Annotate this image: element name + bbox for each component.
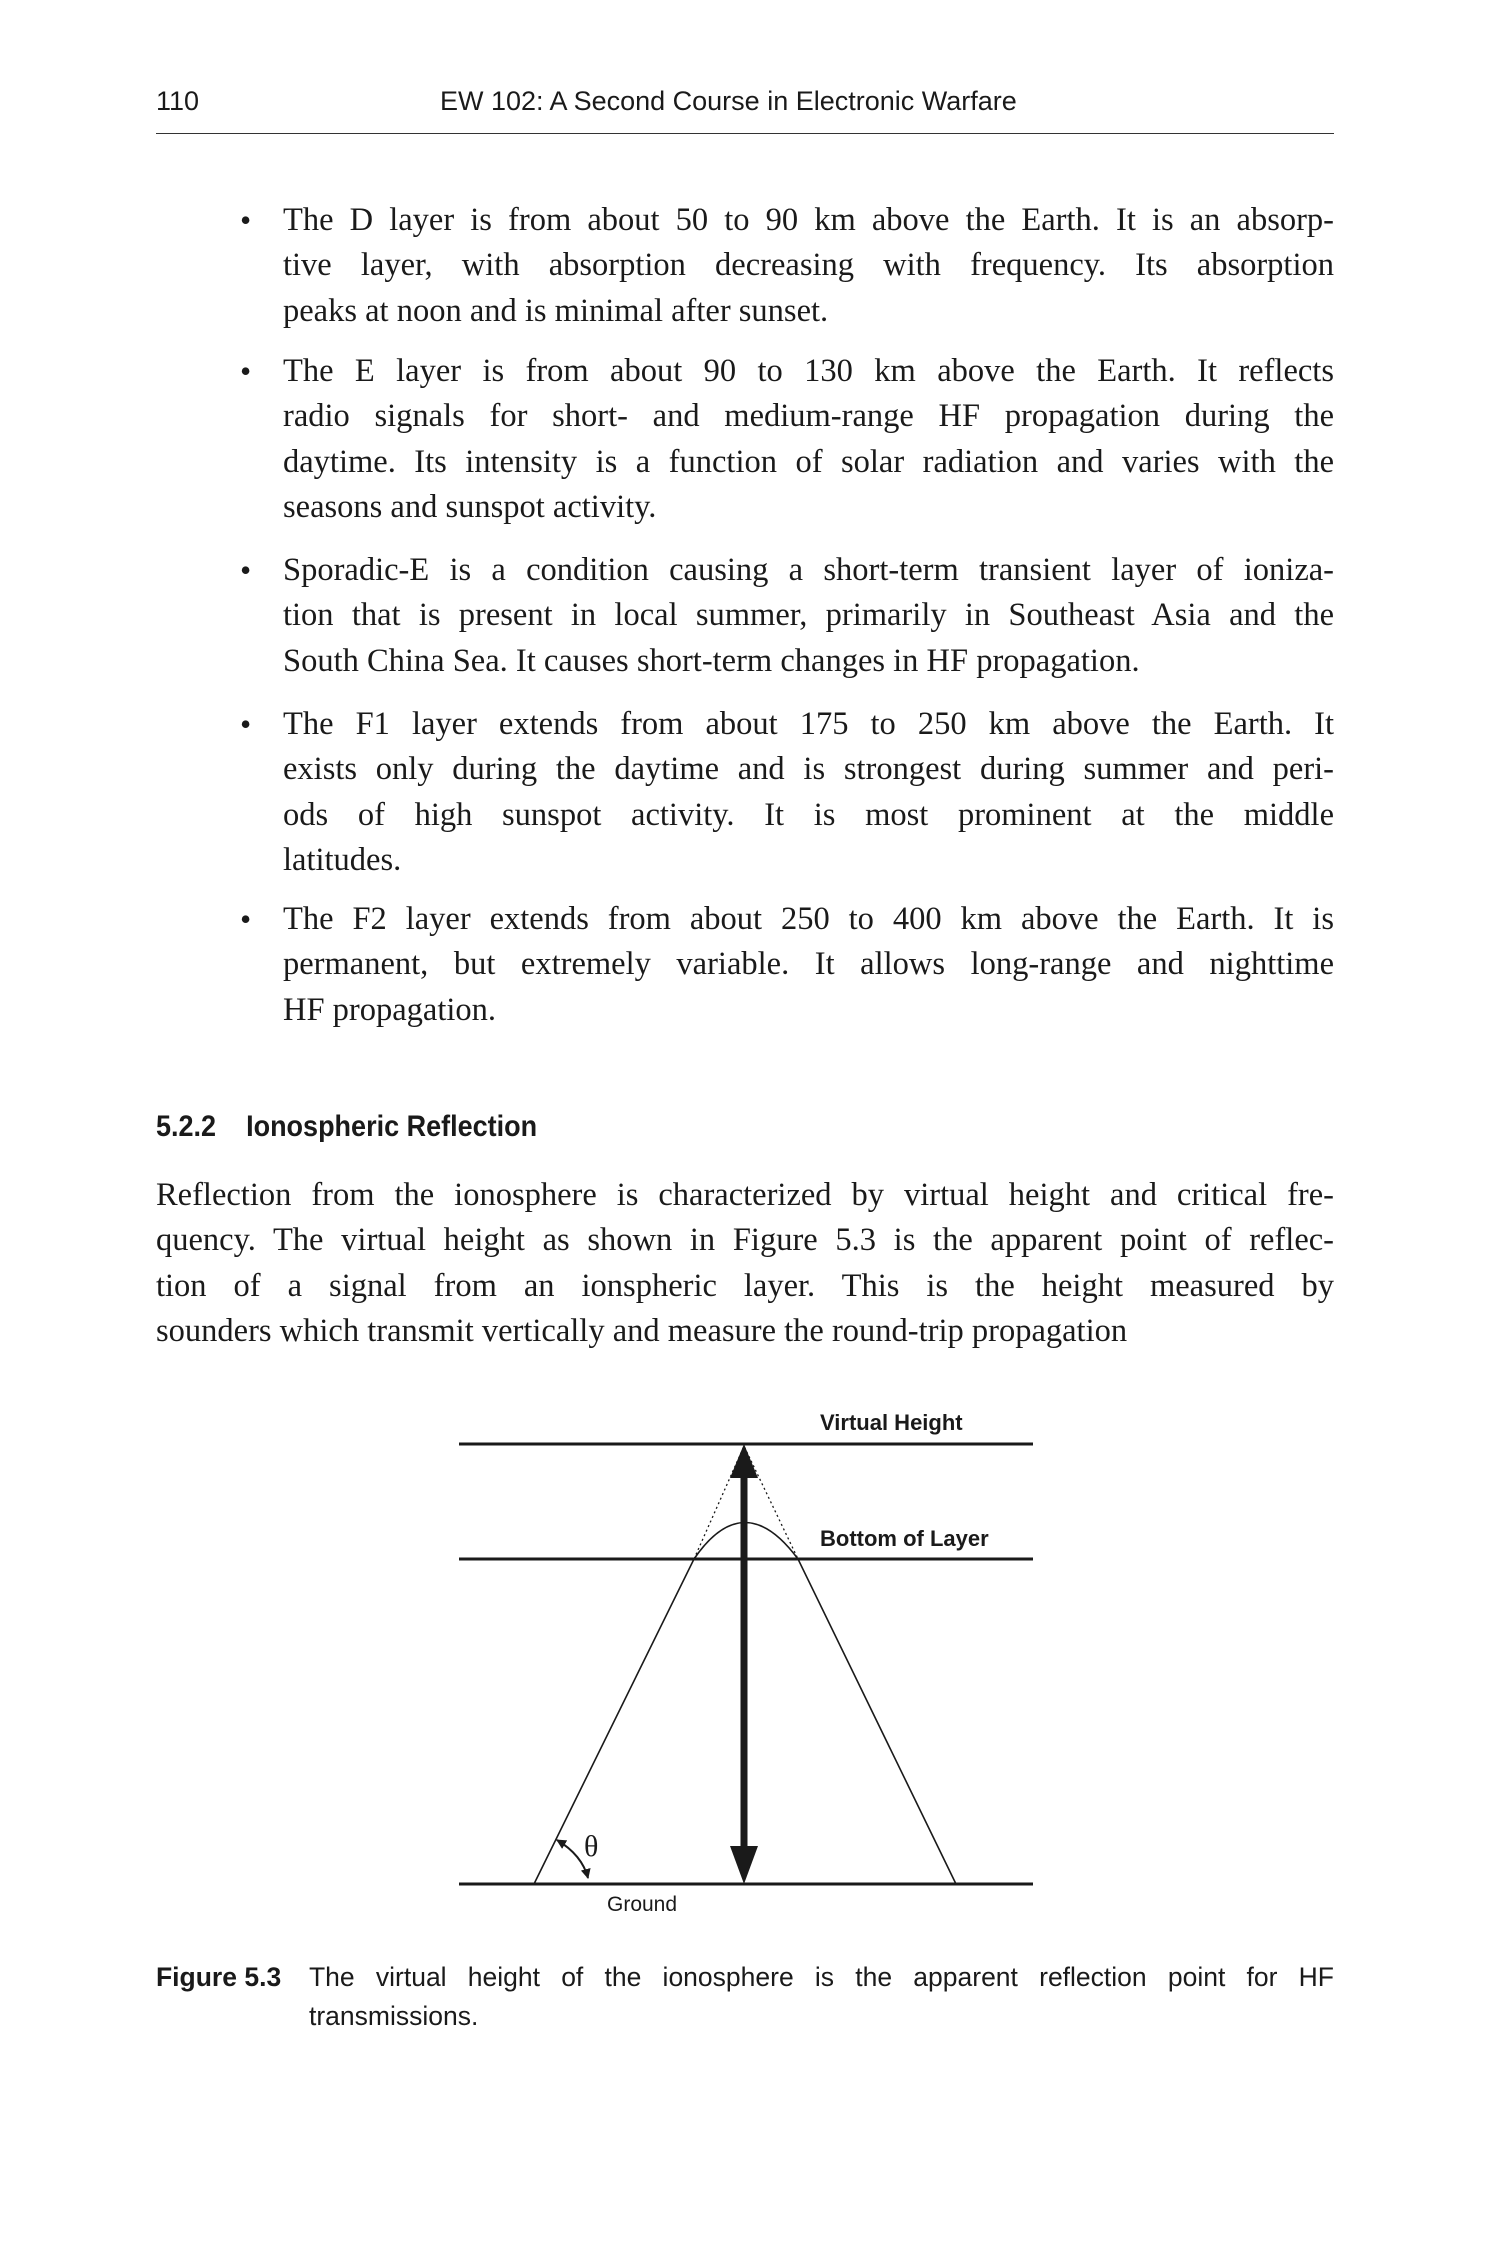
text-line: Reflection from the ionosphere is characterized by virtual height and critical fre-	[156, 1177, 1334, 1213]
ground-label: Ground	[607, 1893, 678, 1916]
text-line: The D layer is from about 50 to 90 km above the Earth. It is an absorp-	[283, 202, 1334, 238]
text-line: sounders which transmit vertically and measure the round-trip propagation	[156, 1313, 1128, 1350]
text-line: permanent, but extremely variable. It allows long-range and nighttime	[283, 946, 1334, 983]
text-line: transmissions.	[309, 2001, 479, 2031]
page-number: 110	[156, 86, 200, 116]
figure-caption-label: Figure 5.3	[156, 1962, 282, 1992]
down-arrowhead	[730, 1846, 758, 1884]
bullet-glyph: •	[240, 353, 252, 389]
bullet-glyph: •	[240, 202, 252, 238]
text-line: tive layer, with absorption decreasing with frequency. Its absorption	[283, 247, 1334, 284]
bullet-glyph: •	[240, 901, 252, 937]
text-line: The virtual height of the ionosphere is the apparent reflection point for HF	[309, 1962, 1334, 1992]
text-line: South China Sea. It causes short-term changes in HF propagation.	[283, 642, 1140, 679]
text-line: The E layer is from about 90 to 130 km above the Earth. It reflects	[283, 353, 1334, 389]
section-title: Ionospheric Reflection	[246, 1110, 538, 1143]
text-line: peaks at noon and is minimal after sunset.	[283, 292, 829, 329]
running-title: EW 102: A Second Course in Electronic Warfare	[440, 86, 1017, 116]
text-line: Sporadic-E is a condition causing a short-term transient layer of ioniza-	[283, 552, 1334, 588]
bullet-glyph: •	[240, 552, 252, 588]
up-arrowhead	[730, 1444, 758, 1478]
text-line: quency. The virtual height as shown in Figure 5.3 is the apparent point of reflec-	[156, 1222, 1334, 1259]
text-line: The F2 layer extends from about 250 to 400 km above the Earth. It is	[283, 901, 1334, 937]
text-line: The F1 layer extends from about 175 to 250 km above the Earth. It	[283, 706, 1334, 742]
text-line: tion of a signal from an ionspheric layer. This is the height measured by	[156, 1267, 1334, 1304]
text-line: seasons and sunspot activity.	[283, 489, 657, 526]
text-line: daytime. Its intensity is a function of solar radiation and varies with the	[283, 443, 1334, 480]
text-line: latitudes.	[283, 842, 402, 879]
figure-caption-text	[309, 1958, 1334, 2036]
bullet-glyph: •	[240, 706, 252, 742]
text-line: HF propagation.	[283, 991, 497, 1028]
text-line: ods of high sunspot activity. It is most prominent at the middle	[283, 796, 1334, 833]
angle-label: θ	[584, 1830, 599, 1863]
virtual-height-label: Virtual Height	[820, 1410, 963, 1435]
section-number: 5.2.2	[156, 1110, 217, 1143]
text-line: tion that is present in local summer, primarily in Southeast Asia and the	[283, 597, 1334, 634]
bottom-of-layer-label: Bottom of Layer	[820, 1526, 989, 1551]
text-line: radio signals for short- and medium-range HF propagation during the	[283, 398, 1334, 435]
text-line: exists only during the daytime and is strongest during summer and peri-	[283, 751, 1334, 788]
